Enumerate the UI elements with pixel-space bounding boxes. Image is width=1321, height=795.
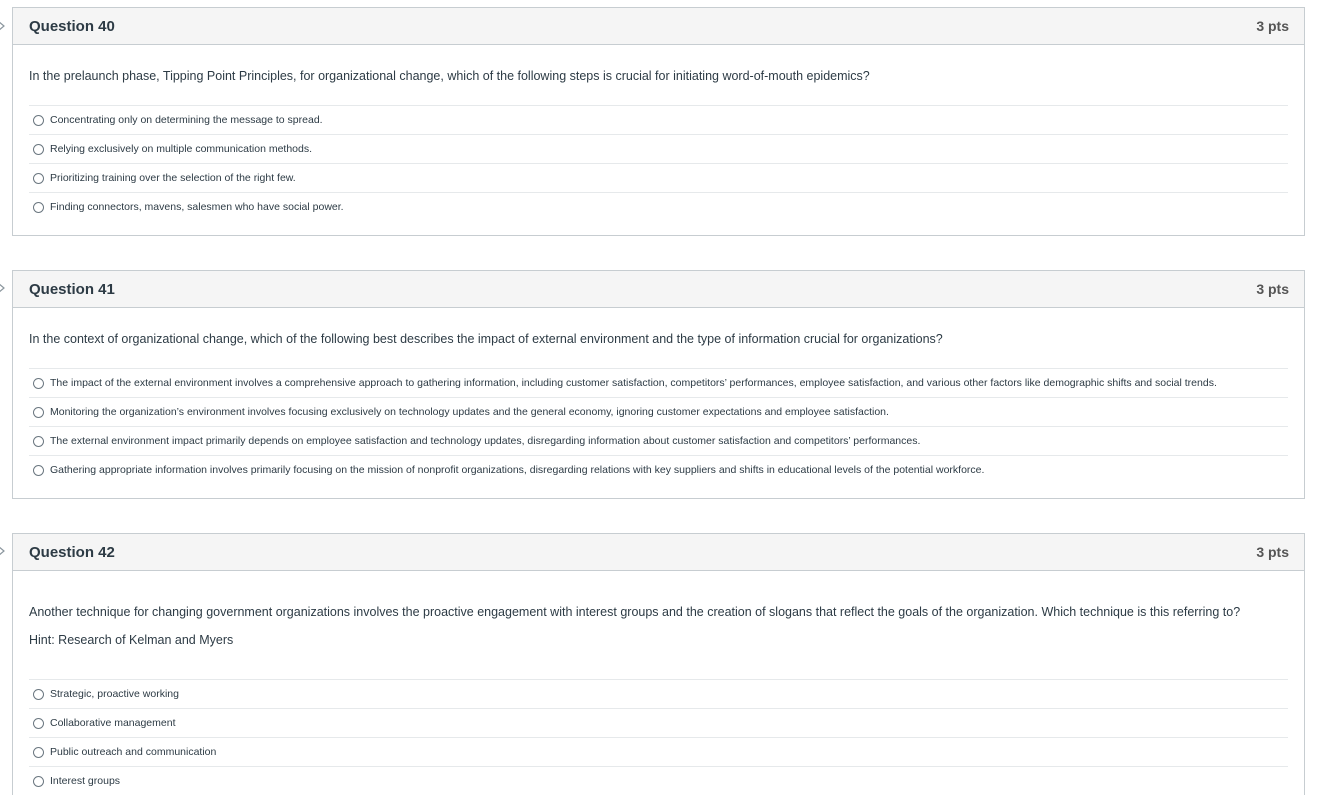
answer-label: Monitoring the organization’s environment involves focusing exclusively on technology updates and the general economy, ignoring customer expectations and employee satisfaction. xyxy=(50,406,889,418)
question-title: Question 42 xyxy=(29,543,115,561)
radio-button[interactable] xyxy=(33,202,44,213)
question-text: In the context of organizational change, which of the following best describes the impact of external environment and the type of information crucial for organizations? xyxy=(29,332,943,346)
question-points: 3 pts xyxy=(1256,544,1289,560)
answer-label: The external environment impact primarily depends on employee satisfaction and technology updates, disregarding information about customer satisfaction and competitors’ performances. xyxy=(50,435,921,447)
chevron-right-icon[interactable] xyxy=(0,282,6,294)
answer-list xyxy=(29,105,1288,221)
question-body xyxy=(13,308,1304,484)
answer-option[interactable] xyxy=(29,456,1288,484)
answer-label: Collaborative management xyxy=(50,717,176,729)
radio-button[interactable] xyxy=(33,173,44,184)
question-header xyxy=(13,271,1304,308)
question-card xyxy=(12,533,1305,795)
radio-button[interactable] xyxy=(33,144,44,155)
answer-label: Public outreach and communication xyxy=(50,746,217,758)
answer-label: The impact of the external environment involves a comprehensive approach to gathering information, including customer satisfaction, competitors’ performances, employee satisfaction, and various other factors like demographic shifts and social trends. xyxy=(50,377,1217,389)
answer-option[interactable] xyxy=(29,106,1288,135)
question-header xyxy=(13,534,1304,571)
radio-button[interactable] xyxy=(33,718,44,729)
chevron-right-icon[interactable] xyxy=(0,20,6,32)
radio-button[interactable] xyxy=(33,465,44,476)
question-points: 3 pts xyxy=(1256,281,1289,297)
answer-label: Relying exclusively on multiple communication methods. xyxy=(50,143,313,155)
question-hint: Hint: Research of Kelman and Myers xyxy=(29,633,234,647)
answer-option[interactable] xyxy=(29,427,1288,456)
question-header xyxy=(13,8,1304,45)
answer-option[interactable] xyxy=(29,767,1288,795)
chevron-right-icon[interactable] xyxy=(0,545,6,557)
answer-option[interactable] xyxy=(29,135,1288,164)
answer-label: Gathering appropriate information involves primarily focusing on the mission of nonprofit organizations, disregarding relations with key suppliers and shifts in educational levels of the potential workforce. xyxy=(50,464,985,476)
answer-list xyxy=(29,679,1288,795)
question-body xyxy=(13,571,1304,795)
answer-option[interactable] xyxy=(29,369,1288,398)
answer-label: Prioritizing training over the selection of the right few. xyxy=(50,172,296,184)
radio-button[interactable] xyxy=(33,378,44,389)
question-card xyxy=(12,270,1305,499)
answer-label: Strategic, proactive working xyxy=(50,688,179,700)
question-title: Question 41 xyxy=(29,280,115,298)
radio-button[interactable] xyxy=(33,776,44,787)
answer-option[interactable] xyxy=(29,709,1288,738)
radio-button[interactable] xyxy=(33,436,44,447)
radio-button[interactable] xyxy=(33,115,44,126)
question-points: 3 pts xyxy=(1256,18,1289,34)
question-title: Question 40 xyxy=(29,17,115,35)
radio-button[interactable] xyxy=(33,407,44,418)
question-body xyxy=(13,45,1304,221)
answer-label: Concentrating only on determining the message to spread. xyxy=(50,114,323,126)
question-text: In the prelaunch phase, Tipping Point Principles, for organizational change, which of the following steps is crucial for initiating word-of-mouth epidemics? xyxy=(29,69,870,83)
answer-label: Finding connectors, mavens, salesmen who have social power. xyxy=(50,201,344,213)
question-text: Another technique for changing government organizations involves the proactive engagement with interest groups and the creation of slogans that reflect the goals of the organization. Which technique is this referring to? xyxy=(29,605,1241,619)
answer-option[interactable] xyxy=(29,680,1288,709)
answer-option[interactable] xyxy=(29,193,1288,221)
question-card xyxy=(12,7,1305,236)
answer-option[interactable] xyxy=(29,164,1288,193)
answer-option[interactable] xyxy=(29,738,1288,767)
radio-button[interactable] xyxy=(33,689,44,700)
answer-label: Interest groups xyxy=(50,775,121,787)
radio-button[interactable] xyxy=(33,747,44,758)
answer-list xyxy=(29,368,1288,484)
answer-option[interactable] xyxy=(29,398,1288,427)
